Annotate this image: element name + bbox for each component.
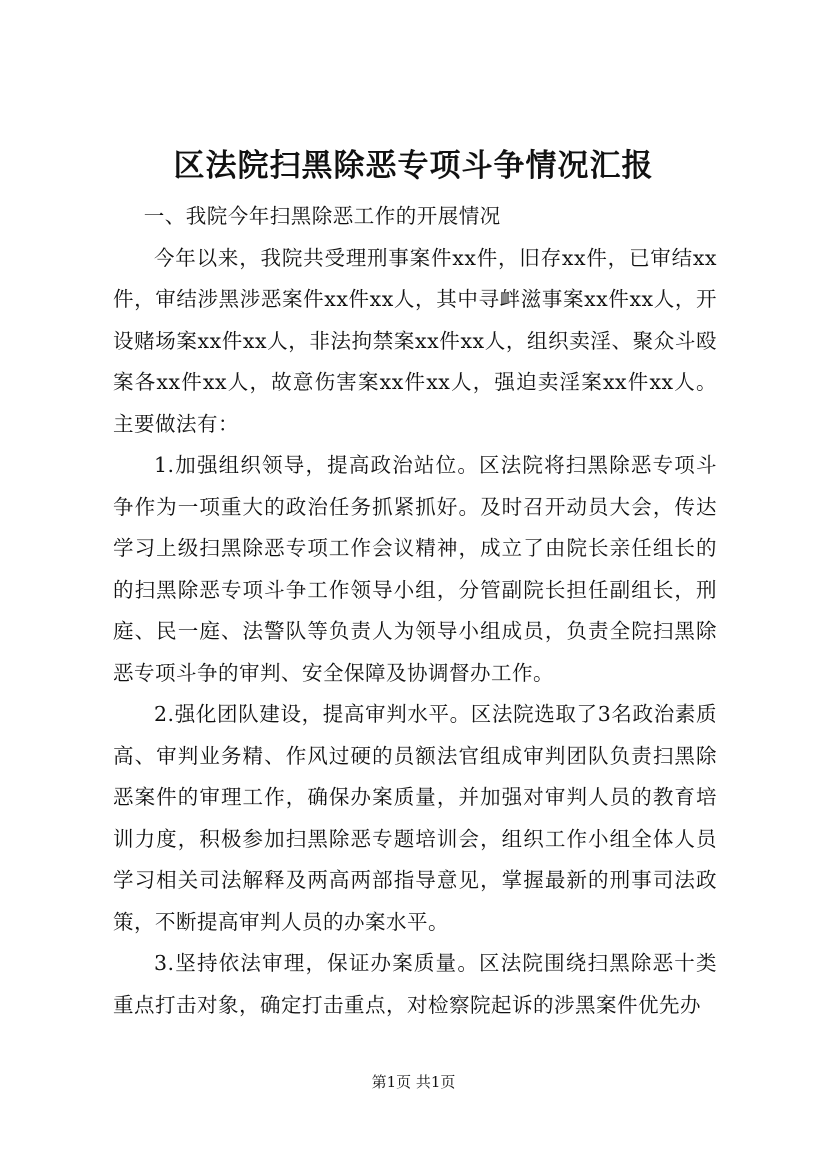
document-title: 区法院扫黑除恶专项斗争情况汇报 bbox=[173, 148, 654, 184]
paragraph-item-2: 2.强化团队建设，提高审判水平。区法院选取了3名政治素质高、审判业务精、作风过硬的员额法官组成审判团队负责扫黑除恶案件的审理工作，确保办案质量，并加强对审判人员的教育培训力度，积极参加扫黑除恶专题培训会，组织工作小组全体人员学习相关司法解释及两高两部指导意见，掌握最新的刑事司法政策，不断提高审判人员的办案水平。 bbox=[113, 702, 717, 934]
section-heading: 一、我院今年扫黑除恶工作的开展情况 bbox=[143, 204, 501, 228]
paragraph-item-1: 1.加强组织领导，提高政治站位。区法院将扫黑除恶专项斗争作为一项重大的政治任务抓紧抓好。及时召开动员大会，传达学习上级扫黑除恶专项工作会议精神，成立了由院长亲任组长的的扫黑除恶专项斗争工作领导小组，分管副院长担任副组长，刑庭、民一庭、法警队等负责人为领导小组成员，负责全院扫黑除恶专项斗争的审判、安全保障及协调督办工作。 bbox=[113, 453, 717, 685]
paragraph-intro: 今年以来，我院共受理刑事案件xx件，旧存xx件，已审结xx件，审结涉黑涉恶案件xx件xx人，其中寻衅滋事案xx件xx人，开设赌场案xx件xx人，非法拘禁案xx件xx人，组织卖淫、聚众斗殴案各xx件xx人，故意伤害案xx件xx人，强迫卖淫案xx件xx人。主要做法有： bbox=[113, 245, 717, 436]
document-body bbox=[113, 196, 717, 1026]
paragraph-item-3: 3.坚持依法审理，保证办案质量。区法院围绕扫黑除恶十类重点打击对象，确定打击重点，对检察院起诉的涉黑案件优先办 bbox=[113, 951, 717, 1017]
page-footer: 第1页 共1页 bbox=[371, 1073, 456, 1091]
